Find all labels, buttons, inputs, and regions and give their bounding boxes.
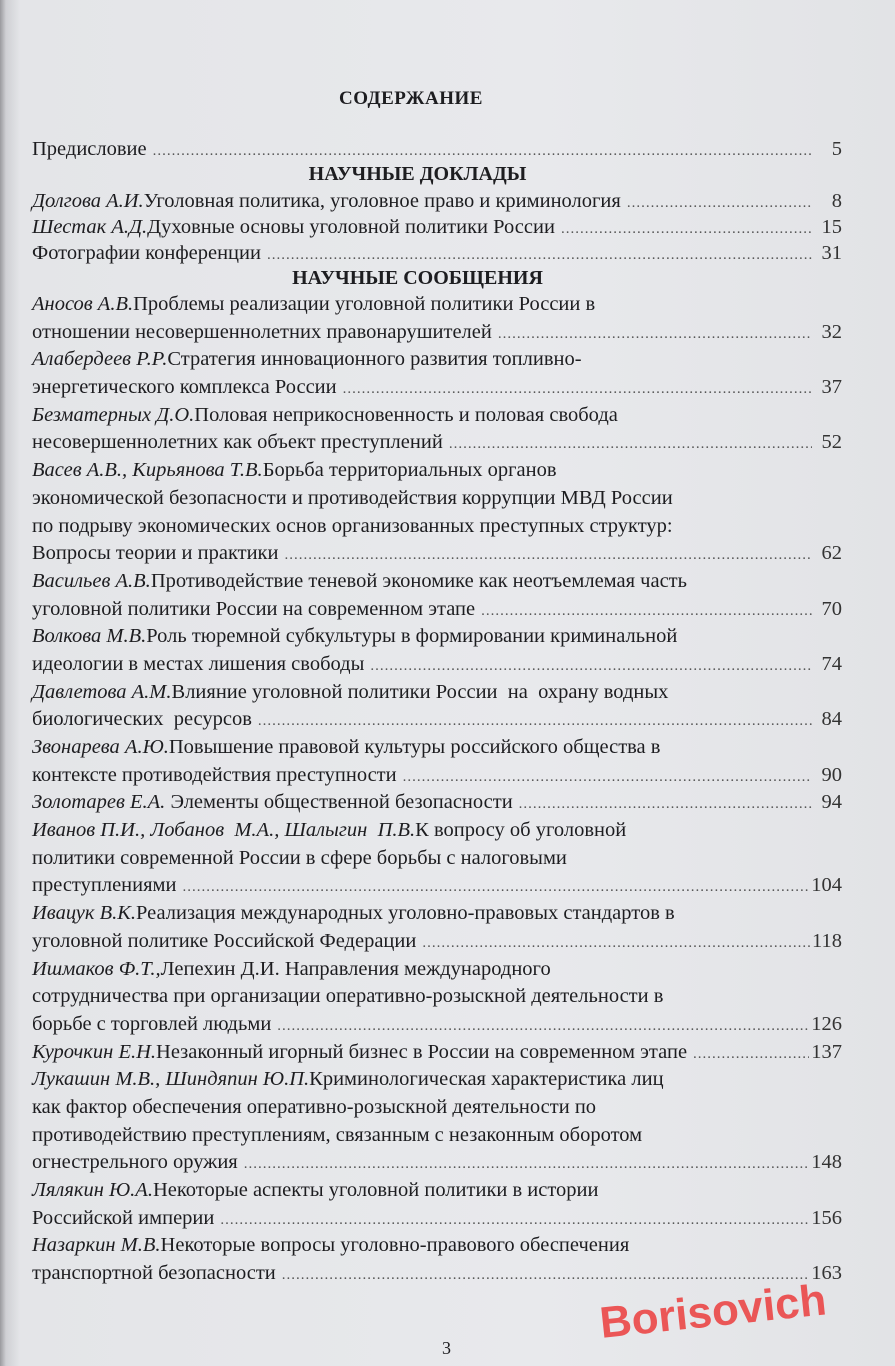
toc-entry: [32, 568, 842, 623]
entry-page: 104: [811, 874, 842, 897]
entry-line: [32, 214, 842, 240]
toc-entry: [32, 789, 842, 817]
entry-author: Иванов П.И., Лобанов М.А., Шалыгин П.В.: [32, 819, 416, 842]
entry-author: Лялякин Ю.А.: [32, 1179, 153, 1201]
entry-title: Роль тюремной субкультуры в формировании криминальной: [146, 625, 678, 648]
entry-author: Безматерных Д.О.: [32, 403, 195, 426]
toc-entry: [32, 1039, 842, 1067]
entry-title: отношении несовершеннолетних правонарушителей: [32, 320, 492, 343]
entry-title: Стратегия инновационного развития топливно-: [167, 348, 582, 371]
entry-title: Уголовная политика, уголовное право и криминология: [143, 190, 621, 212]
section-heading-messages: НАУЧНЫЕ СООБЩЕНИЯ: [292, 267, 543, 289]
entry-line: [32, 1094, 842, 1122]
entry-line: [32, 706, 842, 734]
dot-leader: [693, 1041, 809, 1069]
entry-line: [32, 596, 842, 624]
entry-author: Аносов А.В.: [32, 293, 134, 315]
entry-title: Российской империи: [32, 1206, 215, 1229]
toc-entry: [32, 817, 842, 900]
page-number: 3: [442, 1338, 451, 1358]
entry-line: [32, 817, 842, 845]
entry-line: [32, 188, 842, 214]
entry-author: Васильев А.В.: [32, 569, 151, 592]
entry-line: [32, 485, 842, 513]
entry-line: [32, 956, 842, 984]
entry-title: биологических ресурсов: [32, 708, 252, 731]
toc-entry: [32, 188, 842, 214]
entry-line: [32, 734, 842, 762]
dot-leader: [370, 653, 812, 681]
dot-leader: [422, 930, 810, 958]
toc-entry: [32, 402, 842, 457]
entry-title: Некоторые вопросы уголовно-правового обеспечения: [160, 1234, 630, 1257]
toc-entry: [32, 346, 842, 401]
entry-page: 8: [831, 190, 842, 212]
entry-title: уголовной политике Российской Федерации: [32, 929, 417, 952]
entry-author: Алабердеев Р.Р.: [32, 348, 168, 371]
entry-author: Золотарев Е.А.: [32, 791, 166, 814]
entry-line: [32, 1232, 842, 1260]
entry-line: [32, 1122, 842, 1150]
toc-entry: [32, 623, 842, 678]
entry-title: несовершеннолетних как объект преступлений: [32, 431, 443, 454]
entry-title: контексте противодействия преступности: [32, 763, 397, 786]
entry-author: Ишмаков Ф.Т.,: [32, 957, 161, 980]
entry-title: по подрыву экономических основ организованных преступных структур:: [32, 514, 673, 537]
entry-page: 70: [821, 597, 842, 620]
entry-page: 74: [821, 652, 842, 675]
entry-line: [32, 346, 842, 374]
dot-leader: [182, 874, 809, 902]
dot-leader: [267, 242, 812, 268]
toc-entry: [32, 457, 842, 568]
entry-title: Лепехин Д.И. Направления международного: [160, 957, 551, 980]
entry-title: уголовной политики России на современном этапе: [32, 597, 476, 620]
entry-author: Волкова М.В.: [32, 625, 147, 648]
dot-leader: [481, 598, 812, 626]
entry-title: Борьба территориальных органов: [262, 459, 557, 482]
entry-title: Незаконный игорный бизнес в России на современном этапе: [156, 1040, 688, 1063]
section-reports-list: [32, 188, 842, 266]
entry-author: Шестак А.Д.: [32, 216, 148, 238]
entry-line: [32, 1066, 842, 1094]
entry-line: [32, 319, 842, 347]
toc-entry-preface: [32, 136, 842, 162]
entry-line: [32, 1177, 842, 1205]
entry-page: 94: [821, 791, 842, 814]
entry-page: 84: [821, 708, 842, 731]
toc-entry: [32, 1232, 842, 1287]
entry-line: [32, 651, 842, 679]
entry-author: Лукашин М.В., Шиндяпин Ю.П.: [32, 1068, 310, 1091]
entry-page: 5: [831, 138, 842, 160]
dot-leader: [153, 138, 812, 164]
entry-title: Половая неприкосновенность и половая свобода: [194, 403, 618, 426]
entry-title: экономической безопасности и противодействия коррупции МВД России: [32, 486, 673, 509]
dot-leader: [627, 190, 812, 216]
entry-title: Противодействие теневой экономике как неотъемлемая часть: [150, 569, 687, 592]
dot-leader: [449, 431, 812, 459]
entry-author: Долгова А.И.: [32, 190, 144, 212]
entry-title: Криминологическая характеристика лиц: [309, 1068, 664, 1091]
entry-line: [32, 291, 842, 319]
toc-entry: [32, 214, 842, 240]
entry-line: [32, 457, 842, 485]
entry-title: как фактор обеспечения оперативно-розыскной деятельности по: [32, 1095, 597, 1118]
entry-author: Васев А.В., Кирьянова Т.В.: [32, 459, 263, 482]
entry-title: транспортной безопасности: [32, 1262, 276, 1285]
toc-entry: [32, 1066, 842, 1177]
section-messages-list: [32, 291, 842, 1288]
entry-page: 62: [821, 542, 842, 565]
entry-author: Назаркин М.В.: [32, 1234, 161, 1257]
entry-page: 32: [821, 320, 842, 343]
entry-title: Фотографии конференции: [32, 242, 261, 264]
watermark-logo: Borisovich: [597, 1275, 829, 1348]
toc-entry: [32, 240, 842, 266]
entry-page: 31: [821, 242, 842, 264]
toc-entry: [32, 291, 842, 346]
entry-author: Давлетова А.М.: [32, 680, 172, 703]
entry-line: [32, 513, 842, 541]
entry-title: политики современной России в сфере борьбы с налоговыми: [32, 846, 567, 869]
dot-leader: [343, 376, 812, 404]
toc-entry: [32, 900, 842, 955]
entry-author: Звонарева А.Ю.: [32, 736, 169, 758]
entry-title: Реализация международных уголовно-правовых стандартов в: [136, 902, 675, 925]
entry-line: [32, 983, 842, 1011]
entry-page: 126: [811, 1012, 842, 1035]
toc-entry: [32, 1177, 842, 1232]
entry-title: сотрудничества при организации оперативно-розыскной деятельности в: [32, 985, 664, 1008]
entry-title: Некоторые аспекты уголовной политики в истории: [152, 1179, 599, 1201]
entry-title: противодействию преступлениям, связанным с незаконным оборотом: [32, 1123, 643, 1146]
dot-leader: [258, 708, 812, 736]
entry-page: 37: [821, 376, 842, 399]
entry-title: борьбе с торговлей людьми: [32, 1012, 272, 1035]
toc-entry: [32, 956, 842, 1039]
entry-line: [32, 1011, 842, 1039]
entry-line: [32, 928, 842, 956]
toc-entry: [32, 734, 842, 789]
entry-line: [32, 789, 842, 817]
entry-page: 156: [811, 1206, 842, 1229]
entry-title: Проблемы реализации уголовной политики России в: [133, 293, 596, 315]
dot-leader: [498, 321, 812, 349]
dot-leader: [561, 216, 812, 242]
entry-line: [32, 374, 842, 402]
entry-title: преступлениями: [32, 874, 177, 897]
entry-line: [32, 1149, 842, 1177]
entry-title: Вопросы теории и практики: [32, 542, 279, 565]
entry-page: 137: [811, 1040, 842, 1063]
entry-title: К вопросу об уголовной: [415, 819, 627, 842]
entry-line: [32, 845, 842, 873]
entry-line: [32, 1039, 842, 1067]
entry-author: Ивацук В.К.: [32, 902, 136, 925]
dot-leader: [277, 1013, 809, 1041]
entry-title: Духовные основы уголовной политики России: [147, 216, 555, 238]
entry-line: [32, 872, 842, 900]
entry-line: [32, 540, 842, 568]
entry-page: 52: [821, 431, 842, 454]
dot-leader: [403, 764, 812, 792]
section-heading-reports: НАУЧНЫЕ ДОКЛАДЫ: [308, 163, 527, 185]
entry-line: [32, 1260, 842, 1288]
entry-page: 148: [811, 1151, 842, 1174]
entry-line: [32, 762, 842, 790]
entry-line: [32, 240, 842, 266]
dot-leader: [220, 1207, 809, 1235]
entry-page: 118: [812, 929, 842, 952]
toc-entry: [32, 679, 842, 734]
entry-author: Курочкин Е.Н.: [32, 1040, 157, 1063]
entry-page: 90: [821, 763, 842, 786]
entry-title: огнестрельного оружия: [32, 1151, 238, 1174]
entry-title: идеологии в местах лишения свободы: [32, 652, 365, 675]
dot-leader: [244, 1151, 810, 1179]
entry-title: Влияние уголовной политики России на охрану водных: [171, 680, 669, 703]
dot-leader: [285, 542, 813, 570]
entry-line: [32, 1205, 842, 1233]
entry-line: [32, 402, 842, 430]
entry-line: [32, 568, 842, 596]
page-title: СОДЕРЖАНИЕ: [339, 88, 483, 109]
entry-page: 163: [811, 1262, 842, 1285]
entry-line: [32, 623, 842, 651]
dot-leader: [519, 791, 812, 819]
entry-line: [32, 429, 842, 457]
entry-title: Повышение правовой культуры российского общества в: [168, 736, 661, 758]
entry-line: [32, 900, 842, 928]
entry-title: Элементы общественной безопасности: [165, 791, 513, 814]
entry-page: 15: [821, 216, 842, 238]
entry-line: [32, 679, 842, 707]
entry-title: энергетического комплекса России: [32, 376, 337, 399]
entry-title: Предисловие: [32, 138, 147, 160]
